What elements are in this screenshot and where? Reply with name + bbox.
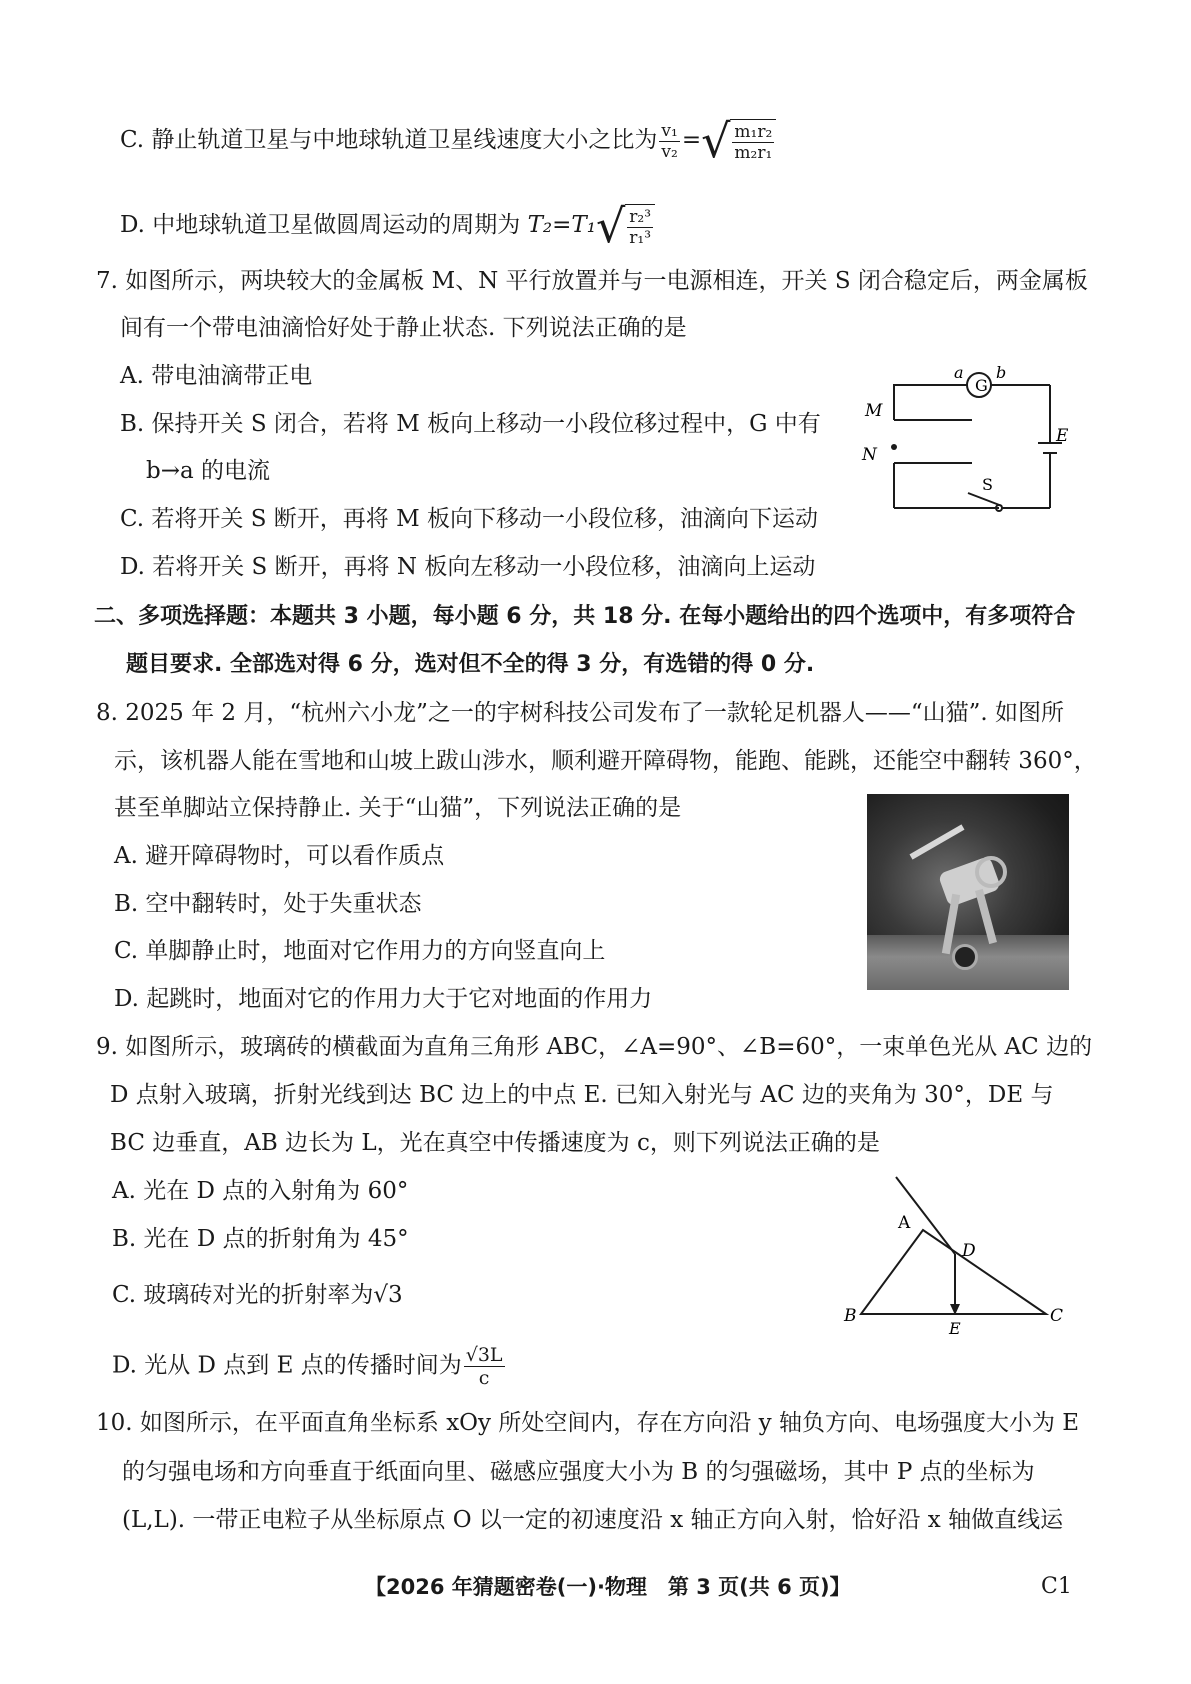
q9-stem-line2: D 点射入玻璃，折射光线到达 BC 边上的中点 E. 已知入射光与 AC 边的夹角为 30°，DE 与 xyxy=(110,1082,1054,1108)
q7-label-e: E xyxy=(1056,426,1069,446)
q9-stem-line3: BC 边垂直，AB 边长为 L，光在真空中传播速度为 c，则下列说法正确的是 xyxy=(110,1130,880,1156)
q8-option-a: A. 避开障碍物时，可以看作质点 xyxy=(114,843,445,869)
q6-ratio-denominator: v₂ xyxy=(661,141,678,162)
q7-option-d: D. 若将开关 S 断开，再将 N 板向左移动一小段位移，油滴向上运动 xyxy=(120,554,816,580)
q8-stem-line3: 甚至单脚站立保持静止. 关于“山猫”，下列说法正确的是 xyxy=(114,795,682,821)
q7-stem-line1: 7. 如图所示，两块较大的金属板 M、N 平行放置并与一电源相连，开关 S 闭合稳定后，两金属板 xyxy=(96,268,1088,294)
q8-option-b: B. 空中翻转时，处于失重状态 xyxy=(114,891,422,917)
q9-d-numerator: √3L xyxy=(465,1344,503,1366)
q7-stem-line2: 间有一个带电油滴恰好处于静止状态. 下列说法正确的是 xyxy=(120,315,687,341)
q10-stem-line2: 的匀强电场和方向垂直于纸面向里、磁感应强度大小为 B 的匀强磁场，其中 P 点的坐标为 xyxy=(122,1459,1035,1485)
q7-option-b-line1: B. 保持开关 S 闭合，若将 M 板向上移动一小段位移过程中，G 中有 xyxy=(120,411,821,437)
q7-label-a: a xyxy=(954,363,964,382)
q7-option-b-line2: b→a 的电流 xyxy=(146,458,271,484)
q7-circuit-diagram xyxy=(850,358,1070,518)
q8-stem-line1: 8. 2025 年 2 月，“杭州六小龙”之一的宇树科技公司发布了一款轮足机器人——“山猫”. 如图所 xyxy=(96,700,1065,726)
q9-label-d: D xyxy=(962,1241,976,1261)
section2-heading-line1: 二、多项选择题：本题共 3 小题，每小题 6 分，共 18 分. 在每小题给出的四个选项中，有多项符合 xyxy=(94,604,1076,629)
q7-label-n: N xyxy=(862,445,877,465)
q9-option-b: B. 光在 D 点的折射角为 45° xyxy=(112,1226,409,1252)
q7-label-m: M xyxy=(865,401,883,421)
q6-option-d-sqrt: √ $\frac{\text{r₂³}}{\text{r₁³}}$ xyxy=(596,203,655,249)
q9-label-b: B xyxy=(844,1306,857,1326)
q6-sqrt-denominator: m₂r₁ xyxy=(734,143,773,163)
q6-option-c-text: C. 静止轨道卫星与中地球轨道卫星线速度大小之比为 xyxy=(120,127,658,153)
q9-label-a: A xyxy=(898,1213,911,1233)
q9-option-a: A. 光在 D 点的入射角为 60° xyxy=(112,1178,409,1204)
q6-option-d-text: D. 中地球轨道卫星做圆周运动的周期为 xyxy=(120,212,521,238)
q8-option-d: D. 起跳时，地面对它的作用力大于它对地面的作用力 xyxy=(114,986,653,1012)
q10-stem-line3: (L,L). 一带正电粒子从坐标原点 O 以一定的初速度沿 x 轴正方向入射，恰好沿 x 轴做直线运 xyxy=(122,1507,1064,1533)
q7-option-a: A. 带电油滴带正电 xyxy=(120,363,313,389)
q7-label-g: G xyxy=(975,376,988,395)
q6-option-d-formula: T₂=T₁ xyxy=(527,212,596,238)
q6-d-denominator: r₁³ xyxy=(629,228,652,248)
robot-photo xyxy=(867,794,1069,990)
q9-label-c: C xyxy=(1050,1306,1064,1326)
q9-option-d-fraction xyxy=(464,1344,505,1389)
q10-stem-line1: 10. 如图所示，在平面直角坐标系 xOy 所处空间内，存在方向沿 y 轴负方向、电场强度大小为 E xyxy=(96,1410,1080,1436)
q6-ratio-numerator: v₁ xyxy=(661,120,678,141)
section2-heading-line2: 题目要求. 全部选对得 6 分，选对但不全的得 3 分，有选错的得 0 分. xyxy=(126,652,815,677)
q9-stem-line1: 9. 如图所示，玻璃砖的横截面为直角三角形 ABC，∠A=90°、∠B=60°，一束单色光从 AC 边的 xyxy=(96,1034,1093,1060)
q9-d-denominator: c xyxy=(478,1367,490,1389)
page-footer: 【2026 年猜题密卷(一)·物理 第 3 页(共 6 页)】 xyxy=(365,1575,851,1599)
q8-stem-line2: 示，该机器人能在雪地和山坡上跋山涉水，顺利避开障碍物，能跑、能跳，还能空中翻转 360°， xyxy=(114,748,1097,774)
q9-option-d xyxy=(112,1344,507,1389)
q6-option-c-ratio xyxy=(659,121,679,162)
q9-label-e: E xyxy=(949,1319,961,1338)
page-code: C1 xyxy=(1041,1574,1072,1599)
q6-option-c-sqrt: √ $\frac{\text{m₁r₂}}{\text{m₂r₁}}$ xyxy=(701,118,776,164)
q9-option-c: C. 玻璃砖对光的折射率为√3 xyxy=(112,1282,403,1308)
q6-sqrt-numerator: m₁r₂ xyxy=(734,122,773,142)
q6-d-numerator: r₂³ xyxy=(629,207,652,227)
q6-option-d xyxy=(120,199,655,253)
q7-label-b: b xyxy=(996,363,1007,382)
q7-label-s: S xyxy=(982,475,993,494)
q7-option-c: C. 若将开关 S 断开，再将 M 板向下移动一小段位移，油滴向下运动 xyxy=(120,506,818,532)
q8-option-c: C. 单脚静止时，地面对它作用力的方向竖直向上 xyxy=(114,938,606,964)
q9-option-d-text: D. 光从 D 点到 E 点的传播时间为 xyxy=(112,1352,462,1379)
q6-equals: = xyxy=(681,127,702,153)
q6-option-c xyxy=(120,114,776,168)
q9-triangle-diagram xyxy=(830,1168,1080,1338)
